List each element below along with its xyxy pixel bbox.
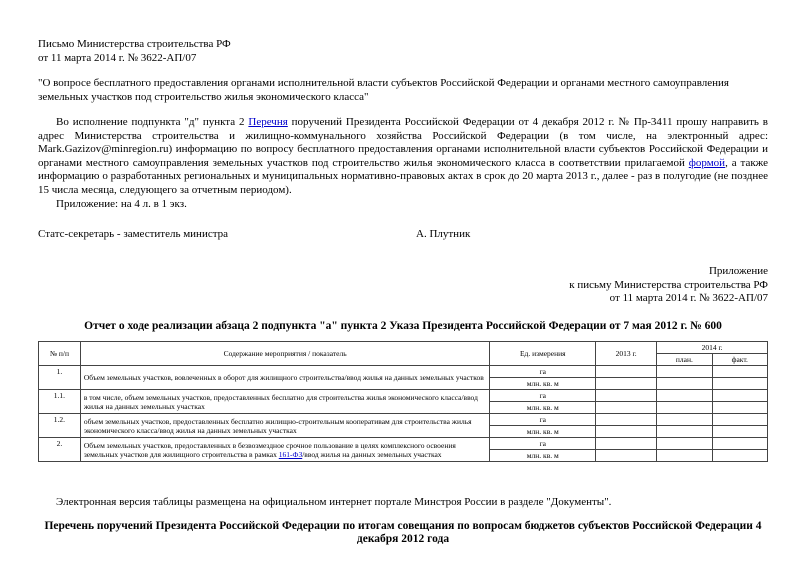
cell-2013 xyxy=(596,438,657,450)
cell-2013 xyxy=(596,450,657,462)
row-desc-text-1: Объем земельных участков, предоставленных в безвозмездное срочное пользование в целях комплексного освоения земельных участков для жилищного строительства в рамках xyxy=(83,440,456,459)
row-unit: га xyxy=(490,366,596,378)
cell-fact xyxy=(712,402,767,414)
col-header-desc: Содержание мероприятия / показатель xyxy=(80,342,490,366)
cell-plan xyxy=(657,366,712,378)
row-desc: в том числе, объем земельных участков, предоставленных бесплатно для строительства жилья экономического класса/ввод жилья на данных земельных участках xyxy=(80,390,490,414)
cell-fact xyxy=(712,438,767,450)
cell-2013 xyxy=(596,378,657,390)
signer-role: Статс-секретарь - заместитель министра xyxy=(38,227,229,240)
cell-2013 xyxy=(596,390,657,402)
electronic-version-note: Электронная версия таблицы размещена на официальном интернет портале Минстроя России в разделе "Документы". xyxy=(56,496,612,508)
signer-name: А. Плутник xyxy=(416,227,471,240)
row-desc-text-2: /ввод жилья на данных земельных участках xyxy=(302,449,442,459)
cell-2013 xyxy=(596,426,657,438)
table-row xyxy=(39,438,768,450)
cell-2013 xyxy=(596,414,657,426)
table-row xyxy=(39,366,768,378)
law-161-fz-link[interactable]: 161-ФЗ xyxy=(278,449,303,459)
cell-2013 xyxy=(596,402,657,414)
row-unit: га xyxy=(490,438,596,450)
row-unit: га xyxy=(490,414,596,426)
col-header-num: № п/п xyxy=(39,342,81,366)
header-line-1: Письмо Министерства строительства РФ xyxy=(38,38,231,50)
col-header-2013: 2013 г. xyxy=(596,342,657,366)
cell-2013 xyxy=(596,366,657,378)
row-unit: млн. кв. м xyxy=(490,450,596,462)
table-row xyxy=(39,390,768,402)
row-desc xyxy=(80,438,490,462)
perechen-link[interactable]: Перечня xyxy=(248,116,288,128)
form-link[interactable]: формой xyxy=(688,156,726,169)
cell-plan xyxy=(657,450,712,462)
cell-plan xyxy=(657,426,712,438)
cell-fact xyxy=(712,450,767,462)
row-num: 2. xyxy=(39,438,81,462)
cell-fact xyxy=(712,426,767,438)
signature-block xyxy=(38,228,768,242)
row-desc: Объем земельных участков, вовлеченных в оборот для жилищного строительства/ввод жилья на данных земельных участков xyxy=(80,366,490,390)
cell-fact xyxy=(712,414,767,426)
table-row xyxy=(39,414,768,426)
row-unit: млн. кв. м xyxy=(490,402,596,414)
para-text-3: , а также информацию о разработанных региональных и муниципальных нормативно-правовых актах в срок до 20 марта 2013 г., далее - раз в полугодие (не позднее 15 числа месяца, следующего за отчетным периодом). xyxy=(38,156,769,196)
cell-fact xyxy=(712,366,767,378)
cell-plan xyxy=(657,438,712,450)
cell-plan xyxy=(657,378,712,390)
row-unit: млн. кв. м xyxy=(490,426,596,438)
report-title: Отчет о ходе реализации абзаца 2 подпункта "а" пункта 2 Указа Президента Российской Федерации от 7 мая 2012 г. № 600 xyxy=(84,319,722,332)
para-text-2: поручений Президента Российской Федерации от 4 декабря 2012 г. № Пр-3411 прошу направить в адрес Министерства строительства и жилищно-коммунального хозяйства Российской Федерации (в том числе, на электронный адрес: Mark.Gazizov@minregion.ru) информацию по вопросу бесплатного предоставления органами исполнительной власти субъектов Российской Федерации и органами местного самоуправления земельных участков под строительство жилья экономического класса в соответствии прилагаемой xyxy=(38,116,768,169)
row-num: 1.1. xyxy=(39,390,81,414)
cell-plan xyxy=(657,402,712,414)
row-unit: га xyxy=(490,390,596,402)
row-num: 1.2. xyxy=(39,414,81,438)
footer-title: Перечень поручений Президента Российской Федерации по итогам совещания по вопросам бюджетов субъектов Российской Федерации 4 декабря 2012 года xyxy=(44,519,762,545)
appendix-line-1: Приложение xyxy=(708,265,768,277)
letter-subject: "О вопросе бесплатного предоставления органами исполнительной власти субъектов Российской Федерации и органами местного самоуправления земельных участков под строительство жилья экономического класса" xyxy=(38,77,729,103)
col-header-fact: факт. xyxy=(712,354,767,366)
appendix-line-3: от 11 марта 2014 г. № 3622-АП/07 xyxy=(609,292,768,304)
appendix-line-2: к письму Министерства строительства РФ xyxy=(569,278,768,291)
document-page xyxy=(38,38,768,547)
cell-plan xyxy=(657,414,712,426)
para-text-1: Во исполнение подпункта "д" пункта 2 xyxy=(56,116,249,128)
body-paragraph xyxy=(38,116,768,197)
row-desc: объем земельных участков, предоставленных бесплатно жилищно-строительным кооперативам для строительства жилья экономического класса/ввод жилья на данных земельных участках xyxy=(80,414,490,438)
cell-fact xyxy=(712,378,767,390)
report-table xyxy=(38,341,768,462)
header-line-2: от 11 марта 2014 г. № 3622-АП/07 xyxy=(38,51,197,64)
letter-header xyxy=(38,38,768,65)
cell-plan xyxy=(657,390,712,402)
appendix-header xyxy=(38,265,768,306)
table-header-row xyxy=(39,342,768,354)
col-header-plan: план. xyxy=(657,354,712,366)
col-header-2014: 2014 г. xyxy=(657,342,768,354)
cell-fact xyxy=(712,390,767,402)
row-unit: млн. кв. м xyxy=(490,378,596,390)
col-header-unit: Ед. измерения xyxy=(490,342,596,366)
row-num: 1. xyxy=(39,366,81,390)
attachment-note: Приложение: на 4 л. в 1 экз. xyxy=(56,198,187,210)
